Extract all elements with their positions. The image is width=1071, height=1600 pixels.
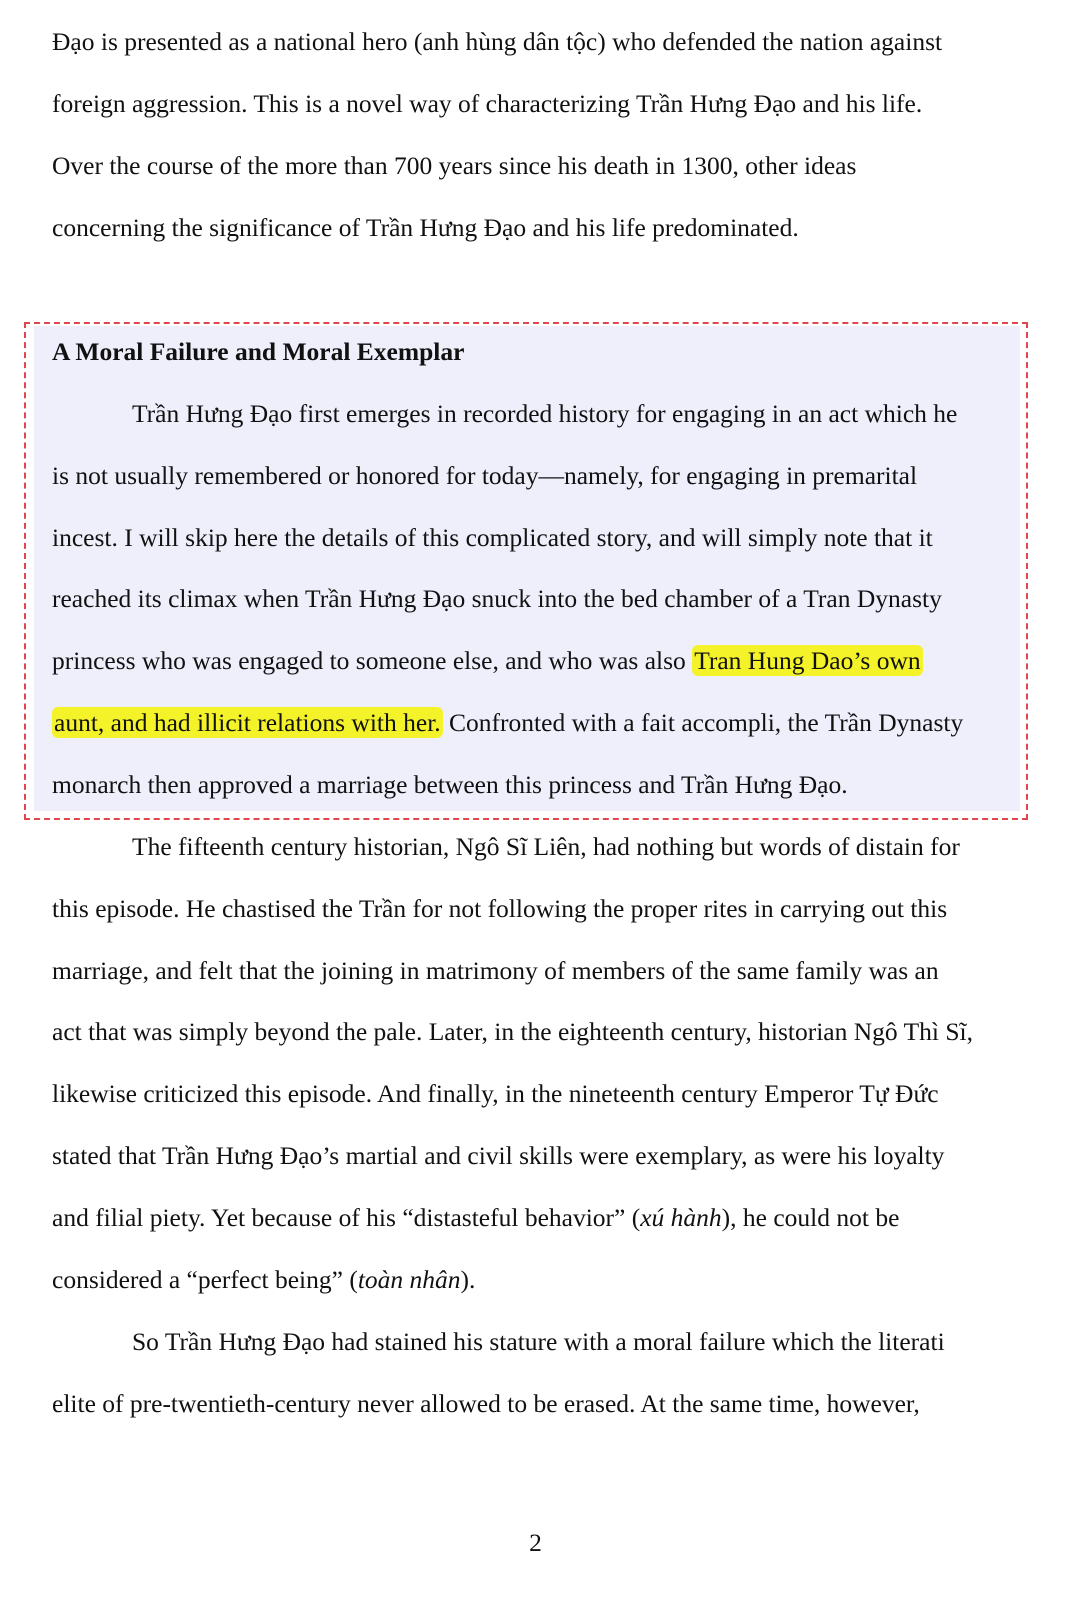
section-dashed-border — [24, 322, 1028, 820]
section-line-3: incest. I will skip here the details of this complicated story, and will simply note that it — [52, 523, 933, 552]
section-line-6 — [52, 708, 963, 738]
highlighted-text-part-1: Tran Hung Dao’s own — [694, 646, 921, 675]
section-line-1: Trần Hưng Đạo first emerges in recorded history for engaging in an act which he — [132, 399, 958, 428]
section-line-5 — [52, 646, 923, 676]
historians-line-8-b: ). — [460, 1265, 476, 1294]
historians-line-2: this episode. He chastised the Trần for not following the proper rites in carrying out this — [52, 894, 948, 923]
closing-line-1: So Trần Hưng Đạo had stained his stature with a moral failure which the literati — [132, 1327, 945, 1356]
historians-line-6: stated that Trần Hưng Đạo’s martial and civil skills were exemplary, as were his loyalty — [52, 1141, 945, 1170]
historians-line-8 — [52, 1265, 475, 1295]
historians-line-4: act that was simply beyond the pale. Later, in the eighteenth century, historian Ngô Thì Sĩ, — [52, 1017, 974, 1046]
section-line-5-text: princess who was engaged to someone else, and who was also — [52, 646, 693, 675]
historians-line-5: likewise criticized this episode. And finally, in the nineteenth century Emperor Tự Đức — [52, 1079, 939, 1108]
section-line-2: is not usually remembered or honored for today—namely, for engaging in premarital — [52, 461, 918, 490]
historians-line-8-a: considered a “perfect being” ( — [52, 1265, 358, 1294]
intro-line-1: Đạo is presented as a national hero (anh hùng dân tộc) who defended the nation against — [52, 27, 943, 56]
vietnamese-term-xu-hanh: xú hành — [640, 1203, 722, 1232]
historians-line-3: marriage, and felt that the joining in matrimony of members of the same family was an — [52, 956, 939, 985]
section-line-6-text: Confronted with a fait accompli, the Trần Dynasty — [442, 708, 964, 737]
vietnamese-term-toan-nhan: toàn nhân — [357, 1265, 461, 1294]
intro-line-2: foreign aggression. This is a novel way of characterizing Trần Hưng Đạo and his life. — [52, 89, 923, 118]
page-number: 2 — [529, 1528, 542, 1557]
historians-line-7-a: and filial piety. Yet because of his “distasteful behavior” ( — [52, 1203, 641, 1232]
intro-line-3: Over the course of the more than 700 years since his death in 1300, other ideas — [52, 151, 857, 180]
section-line-7: monarch then approved a marriage between this princess and Trần Hưng Đạo. — [52, 770, 848, 799]
section-heading: A Moral Failure and Moral Exemplar — [52, 337, 465, 366]
highlighted-text-part-2: aunt, and had illicit relations with her. — [54, 708, 441, 737]
intro-line-4: concerning the significance of Trần Hưng Đạo and his life predominated. — [52, 213, 799, 242]
closing-line-2: elite of pre-twentieth-century never allowed to be erased. At the same time, however, — [52, 1389, 920, 1418]
historians-line-7-b: ), he could not be — [721, 1203, 900, 1232]
historians-line-7 — [52, 1203, 899, 1233]
historians-line-1: The fifteenth century historian, Ngô Sĩ Liên, had nothing but words of distain for — [132, 832, 960, 861]
section-line-4: reached its climax when Trần Hưng Đạo snuck into the bed chamber of a Tran Dynasty — [52, 584, 942, 613]
